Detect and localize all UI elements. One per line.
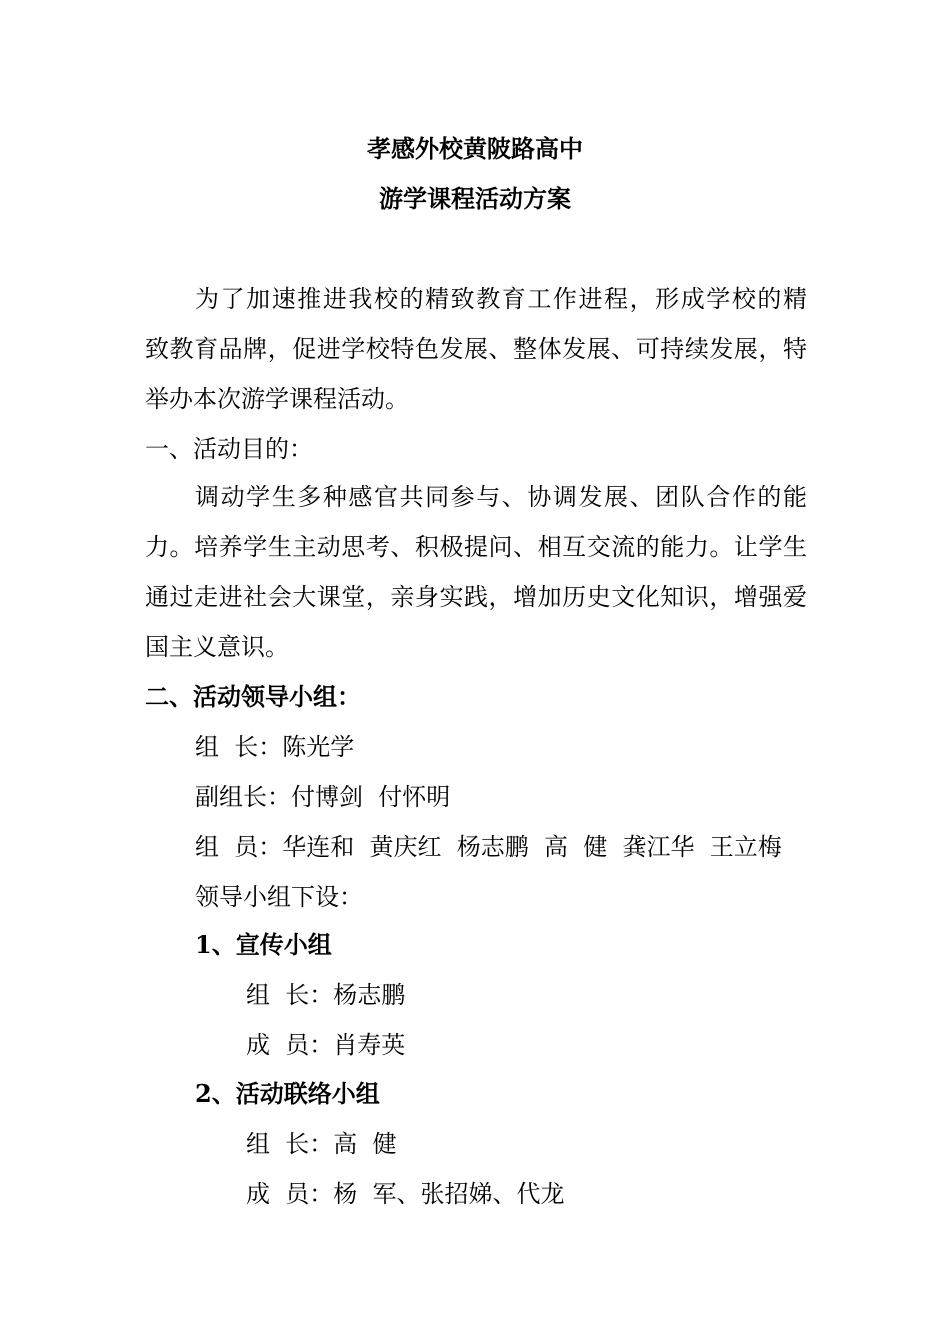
group-2-heading: 2、活动联络小组 — [195, 1079, 380, 1108]
group-1-heading: 1、宣传小组 — [195, 930, 332, 959]
intro-line-1: 为了加速推进我校的精致教育工作进程，形成学校的精 — [195, 285, 807, 313]
section-1-line-2: 力。培养学生主动思考、积极提问、相互交流的能力。让学生 — [145, 533, 807, 561]
group-2-leader: 组 长：高 健 — [246, 1130, 397, 1158]
section-2-heading: 二、活动领导小组： — [145, 682, 361, 711]
intro-line-2: 致教育品牌，促进学校特色发展、整体发展、可持续发展，特 — [145, 335, 807, 363]
group-1-members: 成 员：肖寿英 — [246, 1031, 406, 1059]
leader-line: 组 长：陈光学 — [195, 733, 355, 761]
members-line: 组 员：华连和 黄庆红 杨志鹏 高 健 龚江华 王立梅 — [195, 833, 782, 861]
group-1-leader: 组 长：杨志鹏 — [246, 981, 406, 1009]
section-1-line-4: 国主义意识。 — [145, 633, 289, 661]
document-title: 孝感外校黄陂路高中 — [367, 134, 583, 163]
intro-line-3: 举办本次游学课程活动。 — [145, 385, 409, 413]
sub-groups-intro: 领导小组下设： — [195, 883, 363, 911]
deputy-line: 副组长：付博剑 付怀明 — [195, 783, 451, 811]
section-1-heading: 一、活动目的： — [145, 435, 313, 463]
section-1-line-3: 通过走进社会大课堂，亲身实践，增加历史文化知识，增强爱 — [145, 583, 807, 611]
document-subtitle: 游学课程活动方案 — [379, 184, 571, 213]
group-2-members: 成 员：杨 军、张招娣、代龙 — [246, 1180, 565, 1208]
section-1-line-1: 调动学生多种感官共同参与、协调发展、团队合作的能 — [195, 483, 807, 511]
